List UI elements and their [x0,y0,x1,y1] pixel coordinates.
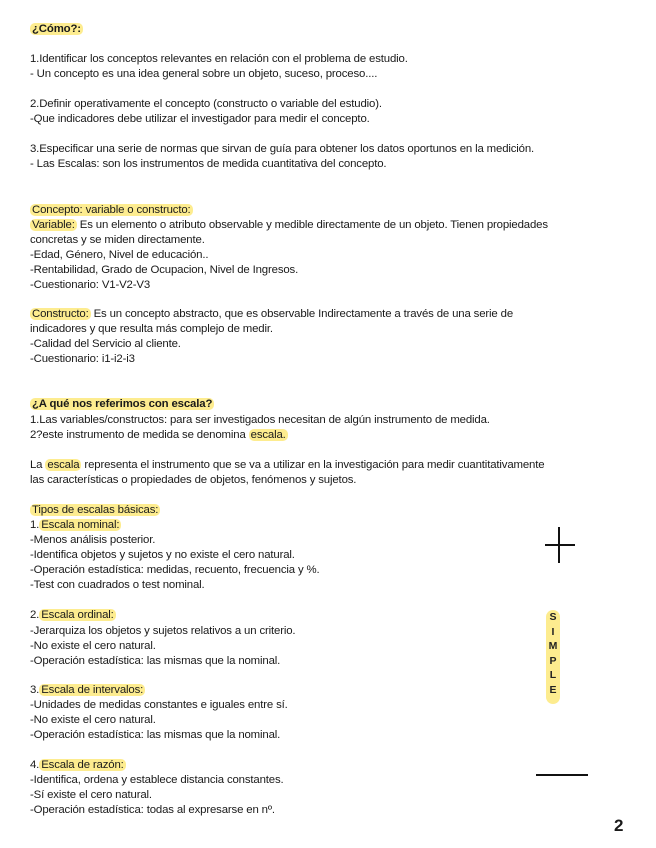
como-step-1-detail: - Un concepto es una idea general sobre un objeto, suceso, proceso.... [30,68,378,80]
escala-nominal-item: -Operación estadística: medidas, recuento, frecuencia y %. [30,564,320,576]
escala-nominal-title: 1. Escala nominal: [30,519,120,531]
constructo-term: Constructo: [32,308,89,320]
section-title-como: ¿Cómo?: [32,23,81,35]
variable-definition: Variable: Es un elemento o atributo observable y medible directamente de un objeto. Tienen propiedades [32,219,548,231]
escala-ordinal-title: 2. Escala ordinal: [30,609,114,621]
simple-vertical-label: S I M P L E [546,610,560,704]
como-step-3-detail: - Las Escalas: son los instrumentos de medida cuantitativa del concepto. [30,158,387,170]
como-step-3: 3.Especificar una serie de normas que sirvan de guía para obtener los datos oportunos en la medición. [30,143,535,155]
escala-nominal-item: -Test con cuadrados o test nominal. [30,579,205,591]
minus-icon [536,774,588,776]
escala-nominal-item: -Menos análisis posterior. [30,534,156,546]
escala-line-1: 1.Las variables/constructos: para ser investigados necesitan de algún instrumento de medida. [30,414,490,426]
como-step-2-detail: -Que indicadores debe utilizar el investigador para medir el concepto. [30,113,370,125]
constructo-line: indicadores y que resulta más complejo de medir. [30,323,273,335]
section-title-escala: ¿A qué nos referimos con escala? [32,398,213,410]
escala-ordinal-item: -Operación estadística: las mismas que la nominal. [30,655,281,667]
page-number: 2 [614,816,624,835]
escala-nominal-item: -Identifica objetos y sujetos y no existe el cero natural. [30,549,295,561]
escala-ordinal-item: -Jerarquiza los objetos y sujetos relativos a un criterio. [30,625,296,637]
variable-line: concretas y se miden directamente. [30,234,205,246]
constructo-definition: Constructo: Es un concepto abstracto, que es observable Indirectamente a través de una serie de [32,308,514,320]
escala-intervalos-item: -Unidades de medidas constantes e iguales entre sí. [30,699,288,711]
escala-paragraph-line-2: las características o propiedades de objetos, fenómenos y sujetos. [30,474,357,486]
escala-razon-item: -Sí existe el cero natural. [30,789,152,801]
variable-term: Variable: [32,219,75,231]
como-step-1: 1.Identificar los conceptos relevantes en relación con el problema de estudio. [30,53,408,65]
constructo-example: -Cuestionario: i1-i2-i3 [30,353,135,365]
escala-razon-title: 4. Escala de razón: [30,759,124,771]
escala-intervalos-item: -Operación estadística: las mismas que la nominal. [30,729,281,741]
plus-icon [545,527,575,563]
escala-ordinal-item: -No existe el cero natural. [30,640,156,652]
variable-example: -Cuestionario: V1-V2-V3 [30,279,151,291]
escala-line-2: 2?este instrumento de medida se denomina escala. [30,429,286,441]
constructo-example: -Calidad del Servicio al cliente. [30,338,181,350]
tipos-heading: Tipos de escalas básicas: [32,504,159,516]
escala-intervalos-item: -No existe el cero natural. [30,714,156,726]
escala-razon-item: -Identifica, ordena y establece distancia constantes. [30,774,284,786]
escala-razon-item: -Operación estadística: todas al expresarse en nº. [30,804,275,816]
concepto-heading: Concepto: variable o constructo: [32,204,191,216]
escala-paragraph: La escala representa el instrumento que se va a utilizar en la investigación para medir cuantitativamente [30,459,545,471]
escala-intervalos-title: 3. Escala de intervalos: [30,684,144,696]
variable-example: -Rentabilidad, Grado de Ocupacion, Nivel de Ingresos. [30,264,299,276]
como-step-2: 2.Definir operativamente el concepto (constructo o variable del estudio). [30,98,382,110]
variable-example: -Edad, Género, Nivel de educación.. [30,249,209,261]
